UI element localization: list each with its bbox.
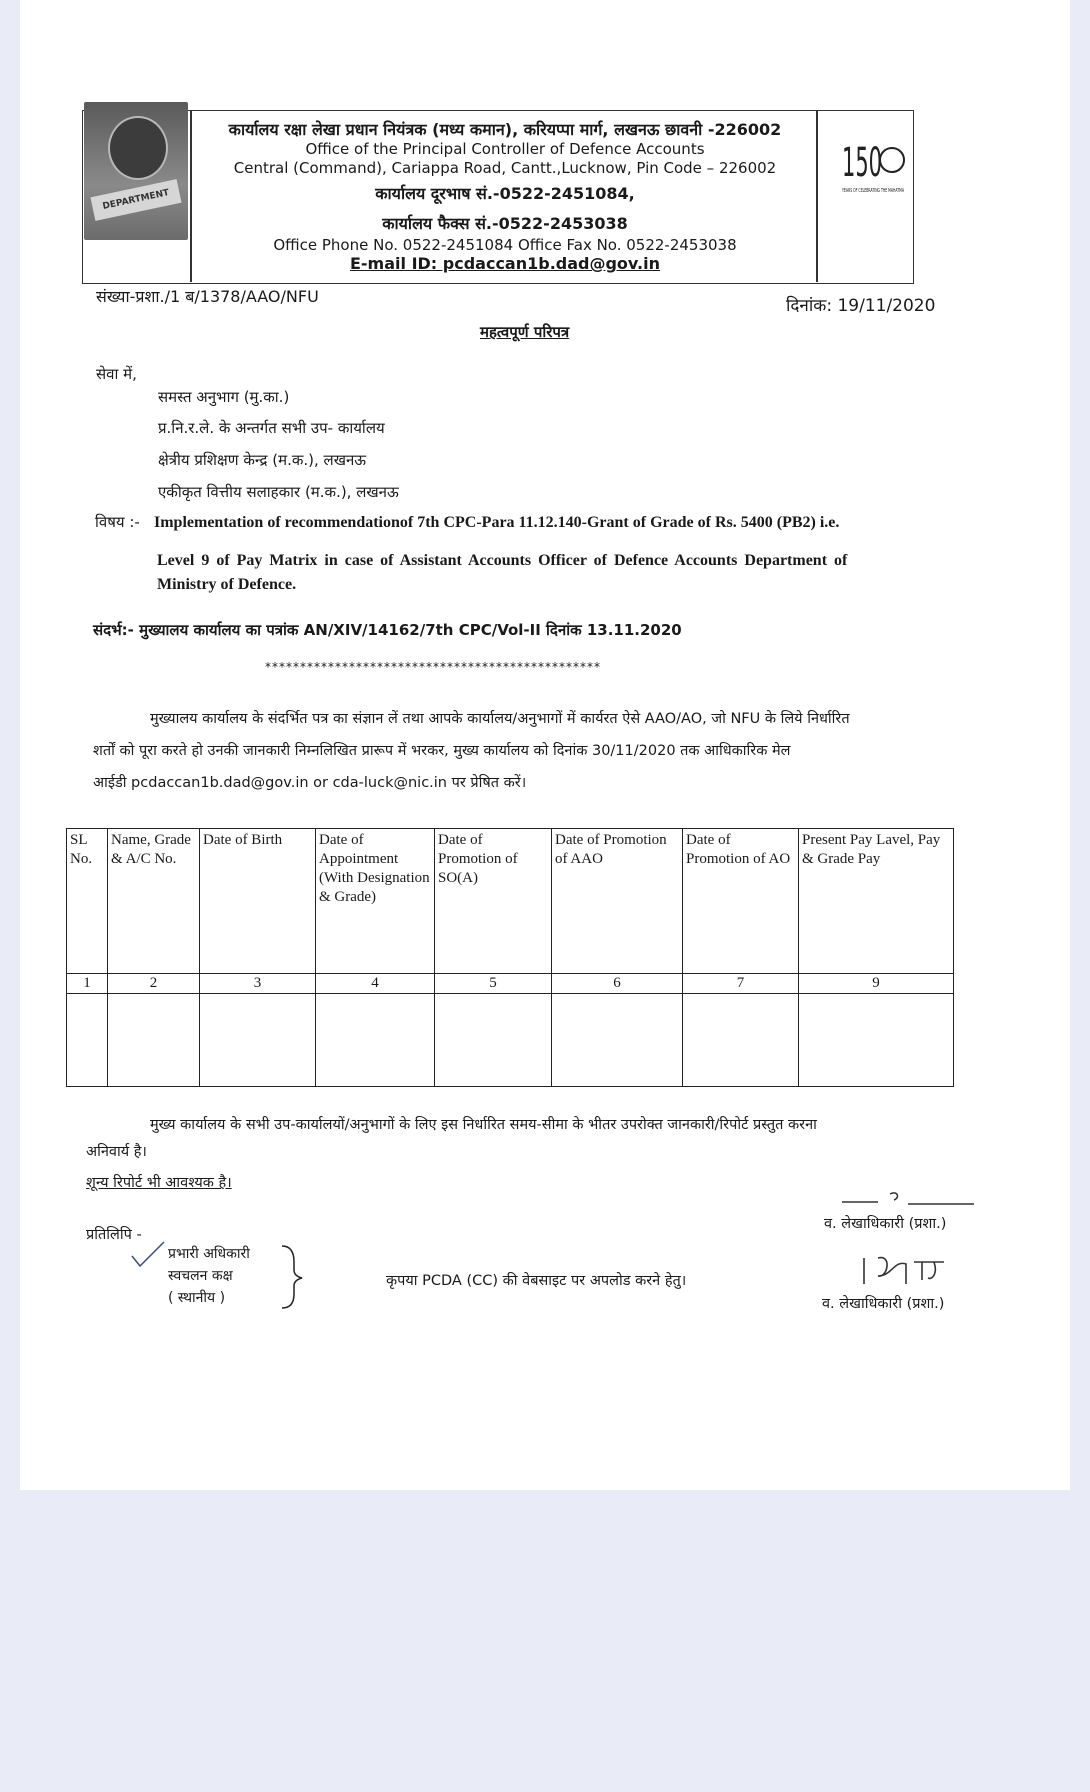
- copy-note: कृपया PCDA (CC) की वेबसाइट पर अपलोड करने हेतु।: [386, 1273, 687, 1289]
- logo-caption: YEARS OF CELEBRATING THE MAHATMA: [841, 188, 905, 194]
- subject-line: Ministry of Defence.: [157, 576, 297, 593]
- column-number: 7: [683, 974, 799, 994]
- reference-line: संदर्भ:- मुख्यालय कार्यालय का पत्रांक AN/XIV/14162/7th CPC/Vol-II दिनांक 13.11.2020: [93, 621, 682, 639]
- table-header: Name, Grade & A/C No.: [108, 829, 200, 974]
- office-email: E-mail ID: pcdaccan1b.dad@gov.in: [349, 254, 660, 273]
- column-number: 9: [799, 974, 954, 994]
- body-text: आईडी pcdaccan1b.dad@gov.in or cda-luck@nic.in पर प्रेषित करें।: [93, 775, 527, 791]
- gandhi-150-logo: [838, 130, 908, 216]
- column-number: 4: [316, 974, 435, 994]
- table-header: Present Pay Lavel, Pay & Grade Pay: [799, 829, 954, 974]
- table-header: Date of Birth: [200, 829, 316, 974]
- subject-line: Level 9 of Pay Matrix in case of Assistant Accounts Officer of Defence Accounts Department of: [157, 552, 848, 569]
- table-header: SL No.: [67, 829, 108, 974]
- office-address-hindi: कार्यालय रक्षा लेखा प्रधान नियंत्रक (मध्य कमान), करियप्पा मार्ग, लखनऊ छावनी -226002: [228, 120, 782, 139]
- recipient: क्षेत्रीय प्रशिक्षण केन्द्र (म.क.), लखनऊ: [158, 451, 367, 469]
- nfu-details-table: [66, 828, 954, 1087]
- table-header: Date of Promotion of AAO: [552, 829, 683, 974]
- table-header: Date of Promotion of AO: [683, 829, 799, 974]
- copy-to-recipient: ( स्थानीय ): [168, 1290, 226, 1306]
- nil-report-note: शून्य रिपोर्ट भी आवश्यक है।: [86, 1175, 232, 1191]
- column-number: 5: [435, 974, 552, 994]
- letterhead-divider: [190, 110, 192, 282]
- signatory-title: व. लेखाधिकारी (प्रशा.): [824, 1216, 947, 1232]
- table-header: Date of Promotion of SO(A): [435, 829, 552, 974]
- signature-mark: [838, 1184, 978, 1216]
- office-name-english: Office of the Principal Controller of Defence Accounts: [305, 140, 705, 158]
- column-number: 3: [200, 974, 316, 994]
- recipient: एकीकृत वित्तीय सलाहकार (म.क.), लखनऊ: [158, 483, 399, 501]
- logo-number: 150: [842, 140, 882, 186]
- subject-line: Implementation of recommendationof 7th CPC-Para 11.12.140-Grant of Grade of Rs. 5400 (PB2) i.e.: [154, 514, 840, 531]
- signatory-title: व. लेखाधिकारी (प्रशा.): [822, 1296, 945, 1312]
- office-address-english: Central (Command), Cariappa Road, Cantt.,Lucknow, Pin Code – 226002: [233, 159, 777, 177]
- recipient: प्र.नि.र.ले. के अन्तर्गत सभी उप- कार्यालय: [158, 419, 385, 437]
- body-text: शर्तों को पूरा करते हो उनकी जानकारी निम्नलिखित प्रारूप में भरकर, मुख्य कार्यालय को दिनांक 30/11/2020 तक आधिकारिक मेल: [93, 743, 791, 759]
- body-text: मुख्यालय कार्यालय के संदर्भित पत्र का संज्ञान लें तथा आपके कार्यालय/अनुभागों में कार्यरत ऐसे AAO/AO, जो NFU के लिये निर्धारित: [150, 711, 850, 727]
- signature-mark: [858, 1250, 948, 1290]
- column-number: 2: [108, 974, 200, 994]
- table-header: Date of Appointment (With Designation & Grade): [316, 829, 435, 974]
- office-phone-hindi: कार्यालय दूरभाष सं.-0522-2451084,: [375, 184, 635, 203]
- table-row: [67, 994, 954, 1087]
- office-fax-hindi: कार्यालय फैक्स सं.-0522-2453038: [382, 214, 628, 233]
- to-label: सेवा में,: [96, 365, 137, 383]
- copy-to-label: प्रतिलिपि -: [86, 1227, 142, 1243]
- letterhead-divider: [816, 110, 818, 282]
- brace-mark: [278, 1242, 306, 1312]
- separator: ************************************************: [265, 660, 601, 674]
- office-phone-fax: Office Phone No. 0522-2451084 Office Fax No. 0522-2453038: [273, 236, 737, 254]
- department-emblem: DEPARTMENT: [84, 102, 188, 240]
- copy-to-recipient: स्वचलन कक्ष: [168, 1268, 233, 1284]
- column-number: 1: [67, 974, 108, 994]
- circular-heading: महत्वपूर्ण परिपत्र: [480, 323, 570, 341]
- reference-number: संख्या-प्रशा./1 ब/1378/AAO/NFU: [96, 287, 319, 306]
- closing-text: मुख्य कार्यालय के सभी उप-कार्यालयों/अनुभागों के लिए इस निर्धारित समय-सीमा के भीतर उपरोक्त जानकारी/रिपोर्ट प्रस्तुत करना: [150, 1117, 817, 1133]
- tick-mark: [128, 1240, 168, 1270]
- column-number: 6: [552, 974, 683, 994]
- letter-date: दिनांक: 19/11/2020: [786, 296, 936, 316]
- copy-to-recipient: प्रभारी अधिकारी: [168, 1246, 250, 1262]
- closing-text: अनिवार्य है।: [86, 1144, 147, 1160]
- recipient: समस्त अनुभाग (मु.का.): [158, 388, 290, 406]
- subject-label: विषय :-: [95, 513, 140, 531]
